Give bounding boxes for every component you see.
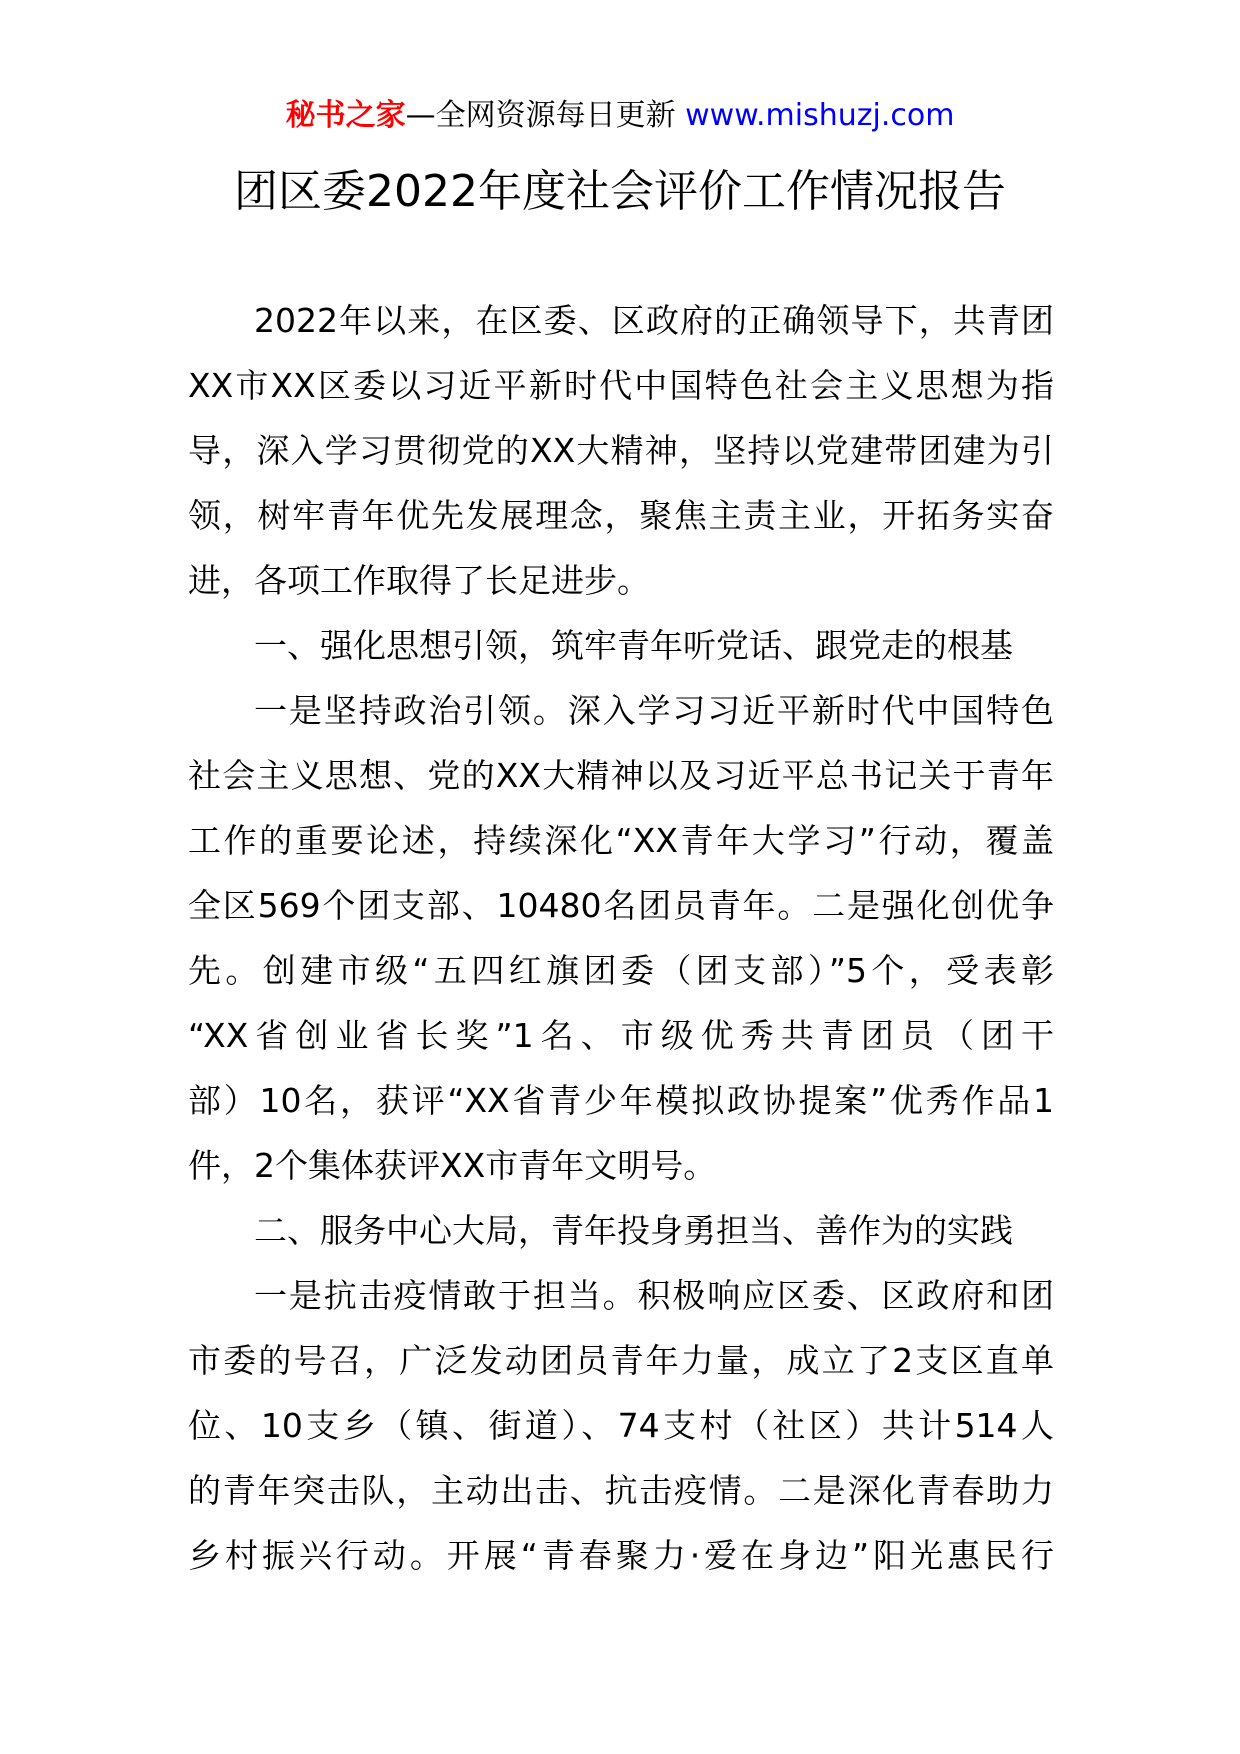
paragraph-line: 一是抗击疫情敢于担当。积极响应区委、区政府和团 (254, 1276, 1054, 1315)
site-header (0, 96, 1240, 136)
paragraph-line: 的青年突击队，主动出击、抗击疫情。二是深化青春助力 (188, 1471, 1054, 1510)
paragraph-line: 位、10支乡（镇、街道）、74支村（社区）共计514人 (188, 1406, 1054, 1445)
paragraph-line: 件，2个集体获评XX市青年文明号。 (188, 1146, 717, 1185)
document-title: 团区委2022年度社会评价工作情况报告 (234, 166, 1006, 217)
paragraph-line: 导，深入学习贯彻党的XX大精神，坚持以党建带团建为引 (188, 431, 1054, 470)
paragraph-line: 社会主义思想、党的XX大精神以及习近平总书记关于青年 (188, 756, 1054, 795)
paragraph-line: 进，各项工作取得了长足进步。 (188, 561, 650, 600)
paragraph-line: 全区569个团支部、10480名团员青年。二是强化创优争 (188, 886, 1054, 925)
paragraph-line: XX市XX区委以习近平新时代中国特色社会主义思想为指 (188, 366, 1054, 405)
document-body (188, 288, 1054, 1588)
paragraph-line: 乡村振兴行动。开展“青春聚力·爱在身边”阳光惠民行 (188, 1536, 1054, 1575)
paragraph-line: 2022年以来，在区委、区政府的正确领导下，共青团 (254, 301, 1054, 340)
section-heading: 二、服务中心大局，青年投身勇担当、善作为的实践 (254, 1211, 1013, 1250)
brand-name: 秘书之家 (285, 98, 406, 133)
paragraph-line: “XX省创业省长奖”1名、市级优秀共青团员（团干 (188, 1016, 1054, 1055)
paragraph-line: 领，树牢青年优先发展理念，聚焦主责主业，开拓务实奋 (188, 496, 1054, 535)
paragraph-line: 部）10名，获评“XX省青少年模拟政协提案”优秀作品1 (188, 1081, 1054, 1120)
paragraph-line: 一是坚持政治引领。深入学习习近平新时代中国特色 (254, 691, 1054, 730)
section-heading: 一、强化思想引领，筑牢青年听党话、跟党走的根基 (254, 626, 1013, 665)
paragraph-line: 市委的号召，广泛发动团员青年力量，成立了2支区直单 (188, 1341, 1054, 1380)
paragraph-line: 工作的重要论述，持续深化“XX青年大学习”行动，覆盖 (188, 821, 1054, 860)
paragraph-line: 先。创建市级“五四红旗团委（团支部）”5个，受表彰 (188, 951, 1054, 990)
header-tagline: —全网资源每日更新 (405, 98, 676, 133)
site-url-link[interactable]: www.mishuzj.com (685, 98, 955, 133)
